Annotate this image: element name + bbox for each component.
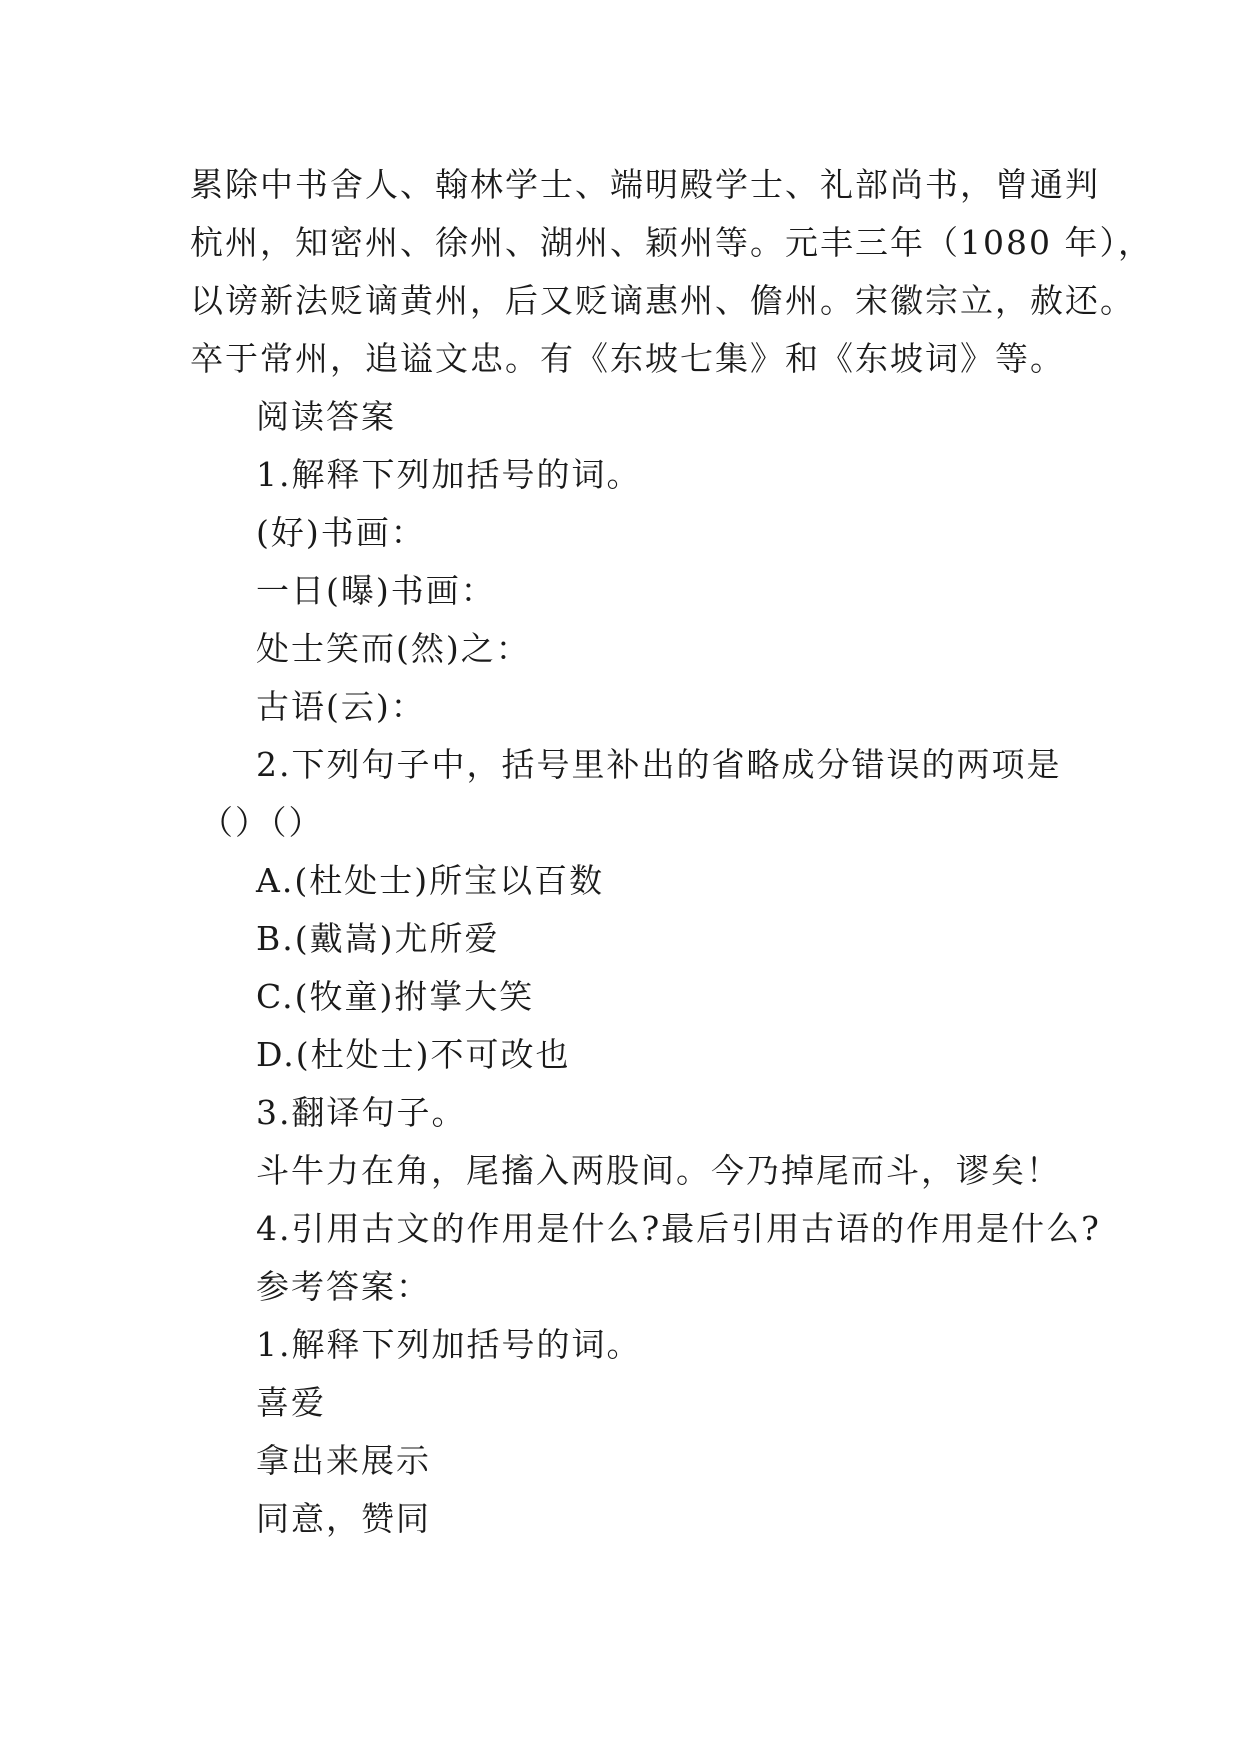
document-body bbox=[190, 156, 1153, 1548]
intro-line: 卒于常州，追谥文忠。有《东坡七集》和《东坡词》等。 bbox=[190, 339, 1065, 378]
question-4-title: 4.引用古文的作用是什么?最后引用古语的作用是什么? bbox=[256, 1209, 1101, 1248]
question-1-title: 1.解释下列加括号的词。 bbox=[256, 455, 642, 494]
question-2-option: B.(戴嵩)尤所爱 bbox=[256, 919, 500, 958]
question-2-option: D.(杜处士)不可改也 bbox=[256, 1035, 571, 1074]
question-3-title: 3.翻译句子。 bbox=[256, 1093, 467, 1132]
question-1-item: 一日(曝)书画： bbox=[256, 571, 496, 610]
question-3-sentence: 斗牛力在角，尾搐入两股间。今乃掉尾而斗，谬矣！ bbox=[256, 1151, 1061, 1190]
question-2-title-continuation: （）（） bbox=[200, 803, 324, 842]
answer-1-item: 同意，赞同 bbox=[256, 1499, 431, 1538]
question-2-title: 2.下列句子中，括号里补出的省略成分错误的两项是 bbox=[256, 745, 1062, 784]
question-1-item: (好)书画： bbox=[256, 513, 426, 552]
answer-1-item: 拿出来展示 bbox=[256, 1441, 431, 1480]
reading-answer-heading: 阅读答案 bbox=[256, 397, 396, 436]
question-2-option: A.(杜处士)所宝以百数 bbox=[256, 861, 605, 900]
intro-line: 以谤新法贬谪黄州，后又贬谪惠州、儋州。宋徽宗立，赦还。 bbox=[190, 281, 1135, 320]
intro-line: 累除中书舍人、翰林学士、端明殿学士、礼部尚书，曾通判 bbox=[190, 165, 1100, 204]
answer-1-item: 喜爱 bbox=[256, 1383, 326, 1422]
reference-answer-heading: 参考答案： bbox=[256, 1267, 431, 1306]
intro-line: 杭州，知密州、徐州、湖州、颖州等。元丰三年（1080 年）， bbox=[190, 223, 1153, 262]
answer-1-title: 1.解释下列加括号的词。 bbox=[256, 1325, 642, 1364]
question-1-item: 处士笑而(然)之： bbox=[256, 629, 531, 668]
question-2-option: C.(牧童)拊掌大笑 bbox=[256, 977, 535, 1016]
question-1-item: 古语(云)： bbox=[256, 687, 426, 726]
